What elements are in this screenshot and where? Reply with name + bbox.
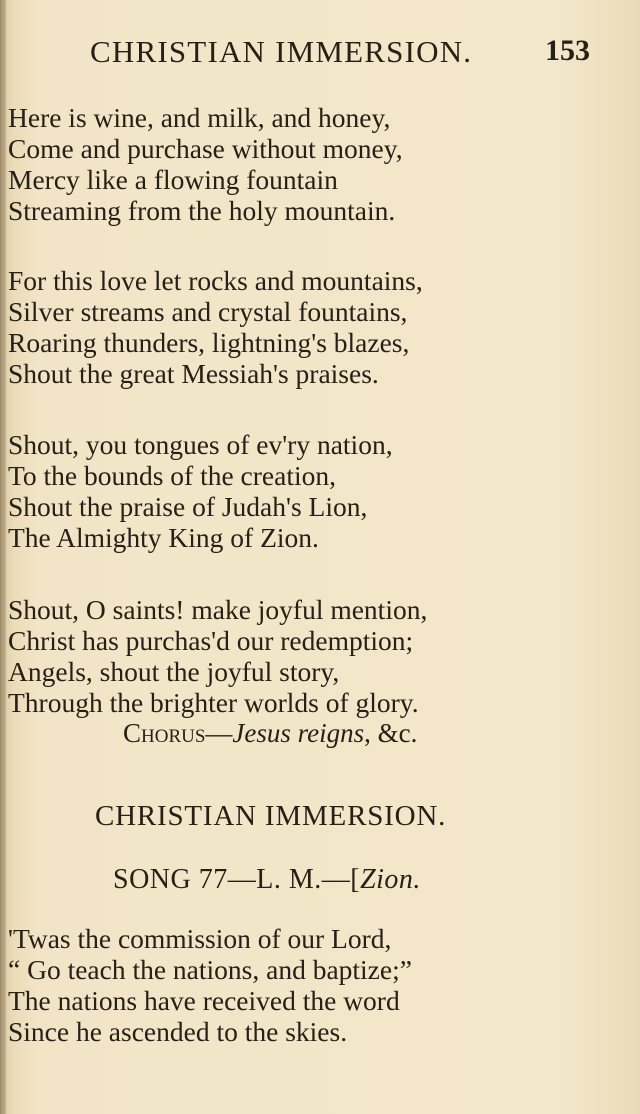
chorus-dash: — <box>205 718 233 748</box>
verse-line: Since he ascended to the skies. <box>8 1016 348 1047</box>
hymn-stanza <box>8 102 568 226</box>
verse-line: Shout the great Messiah's praises. <box>8 358 379 389</box>
verse-line: 'Twas the commission of our Lord, <box>8 923 392 954</box>
verse-line: Shout, you tongues of ev'ry nation, <box>8 429 393 460</box>
verse-line: Mercy like a flowing fountain <box>8 164 338 195</box>
running-title: CHRISTIAN IMMERSION. <box>90 34 473 69</box>
chorus-suffix: , &c. <box>364 718 418 748</box>
song-header <box>113 864 421 896</box>
verse-line: Roaring thunders, lightning's blazes, <box>8 327 410 358</box>
verse-line: Come and purchase without money, <box>8 133 403 164</box>
chorus-reference <box>123 718 417 749</box>
chorus-label: Chorus <box>123 718 206 748</box>
verse-line: “ Go teach the nations, and baptize;” <box>8 954 412 985</box>
running-head <box>90 34 590 74</box>
verse-line: Streaming from the holy mountain. <box>8 195 396 226</box>
hymn-stanza <box>8 594 568 718</box>
verse-line: Shout, O saints! make joyful mention, <box>8 594 428 625</box>
hymn-stanza <box>8 265 568 389</box>
verse-line: Silver streams and crystal fountains, <box>8 296 408 327</box>
verse-line: To the bounds of the creation, <box>8 460 336 491</box>
verse-line: For this love let rocks and mountains, <box>8 265 423 296</box>
verse-line: Shout the praise of Judah's Lion, <box>8 491 368 522</box>
hymn-stanza <box>8 429 568 553</box>
verse-line: The Almighty King of Zion. <box>8 522 319 553</box>
tune-name: Zion. <box>360 864 421 895</box>
page-gutter-shadow <box>0 0 6 1114</box>
verse-line: Through the brighter worlds of glory. <box>8 687 419 718</box>
song-number-meter: SONG 77—L. M.—[ <box>113 864 361 895</box>
page-number: 153 <box>545 34 590 67</box>
verse-line: The nations have received the word <box>8 985 400 1016</box>
section-title: CHRISTIAN IMMERSION. <box>95 800 447 832</box>
verse-line: Angels, shout the joyful story, <box>8 656 340 687</box>
chorus-text: Jesus reigns <box>232 718 365 748</box>
hymn-stanza <box>8 923 568 1047</box>
verse-line: Here is wine, and milk, and honey, <box>8 102 391 133</box>
verse-line: Christ has purchas'd our redemption; <box>8 625 414 656</box>
